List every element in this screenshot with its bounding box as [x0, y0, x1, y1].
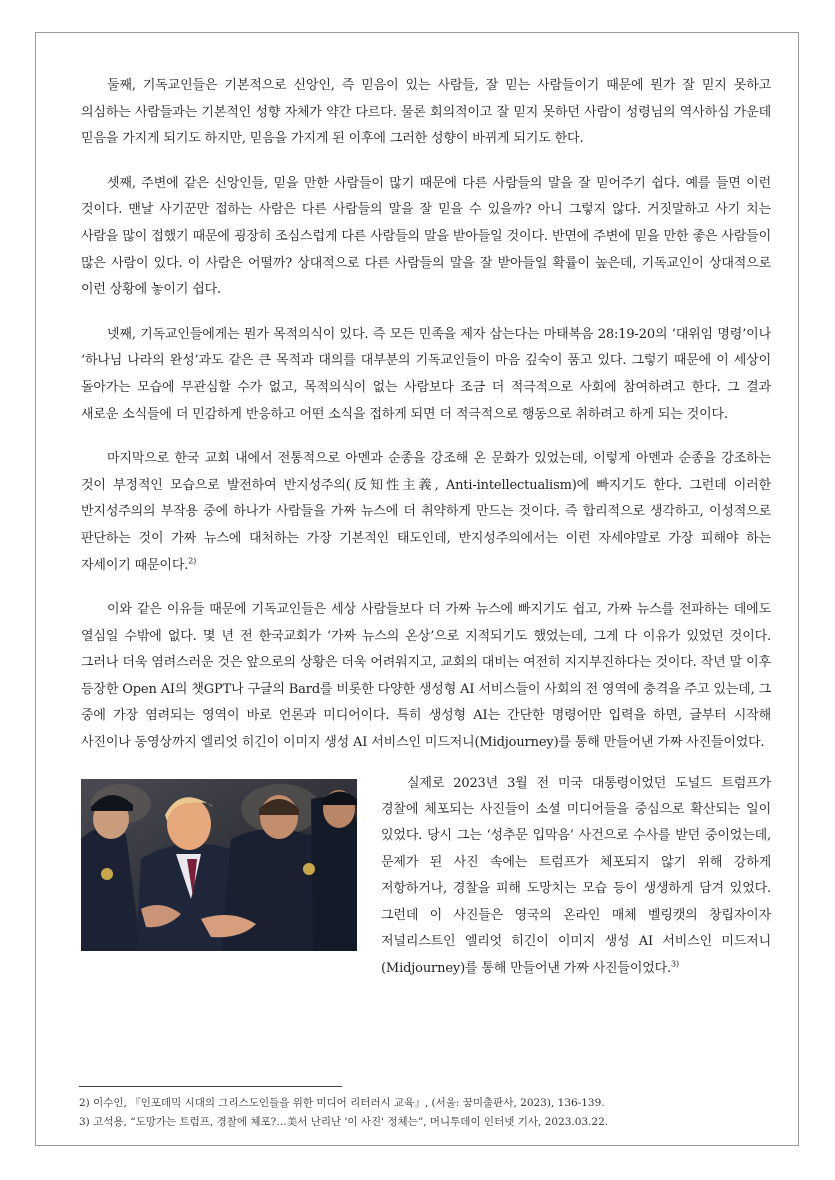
paragraph-last-reason — [81, 446, 771, 579]
article-body — [81, 73, 771, 997]
footnote-ref-3: 3) — [671, 959, 679, 969]
photo-section — [81, 775, 771, 997]
footnote-ref-2: 2) — [188, 556, 197, 566]
footnotes — [79, 1094, 779, 1132]
footnote-3: 3) 고석용, “도망가는 트럼프, 경찰에 체포?…美서 난리난 '이 사진' 정체는”, 머니투데이 인터넷 기사, 2023.03.22. — [79, 1116, 609, 1128]
paragraph-second: 둘째, 기독교인들은 기본적으로 신앙인, 즉 믿음이 있는 사람들, 잘 믿는 사람들이기 때문에 뭔가 잘 믿지 못하고 의심하는 사람들과는 기본적인 성향 자체가 약간 다르다. 물론 회의적이고 잘 믿지 못하던 사람이 성령님의 역사하심 가운데 믿음을 가지게 되기도 하지만, 믿음을 가지게 된 이후에 그러한 성향이 바뀌게 되기도 한다. — [81, 78, 771, 147]
paragraph-last-reason-text: 마지막으로 한국 교회 내에서 전통적으로 아멘과 순종을 강조해 온 문화가 있었는데, 이렇게 아멘과 순종을 강조하는 것이 부정적인 모습으로 발전하여 반지성주의(反知性主義, Anti-intellectualism)에 빠지기도 한다. 그런데 이러한 반지성주의의 부작용 중에 하나가 사람들을 가짜 뉴스에 더 취약하게 만드는 것이다. 즉 합리적으로 생각하고, 이성적으로 판단하는 것이 가짜 뉴스에 대처하는 가장 기본적인 태도인데, 반지성주의에서는 이런 자세야말로 가장 피해야 하는 자세이기 때문이다. — [81, 451, 771, 573]
paragraph-conclusion: 이와 같은 이유들 때문에 기독교인들은 세상 사람들보다 더 가짜 뉴스에 빠지기도 쉽고, 가짜 뉴스를 전파하는 데에도 열심일 수밖에 없다. 몇 년 전 한국교회가 ‘가짜 뉴스의 온상’으로 지적되기도 했었는데, 그게 다 이유가 있었던 것이다. 그러나 더욱 염려스러운 것은 앞으로의 상황은 더욱 어려워지고, 교회의 대비는 여전히 지지부진하다는 것이다. 작년 말 이후 등장한 Open AI의 챗GPT나 구글의 Bard를 비롯한 다양한 생성형 AI 서비스들이 사회의 전 영역에 충격을 주고 있는데, 그 중에 가장 염려되는 영역이 바로 언론과 미디어이다. 특히 생성형 AI는 간단한 명령어만 입력을 하면, 글부터 시작해 사진이나 동영상까지 엘리엇 히긴이 이미지 생성 AI 서비스인 미드저니(Midjourney)를 통해 만들어낸 가짜 사진들이었다. — [81, 602, 771, 751]
paragraph-fourth: 넷째, 기독교인들에게는 뭔가 목적의식이 있다. 즉 모든 민족을 제자 삼는다는 마태복음 28:19-20의 ‘대위임 명령’이나 ‘하나님 나라의 완성’과도 같은 큰 목적과 대의를 대부분의 기독교인들이 마음 깊숙이 품고 있다. 그렇기 때문에 이 세상이 돌아가는 모습에 무관심할 수가 없고, 목적의식이 없는 사람보다 조금 더 적극적으로 사회에 참여하려고 한다. 그 결과 새로운 소식들에 더 민감하게 반응하고 어떤 소식을 접하게 되면 더 적극적으로 행동으로 취하려고 하게 되는 것이다. — [81, 326, 771, 422]
footnote-2: 2) 이수인, 『인포데믹 시대의 그리스도인들을 위한 미디어 리터러시 교육』, (서울: 꿈미출판사, 2023), 136-139. — [79, 1097, 605, 1109]
paragraph-third: 셋째, 주변에 같은 신앙인들, 믿을 만한 사람들이 많기 때문에 다른 사람들의 말을 잘 믿어주기 쉽다. 예를 들면 이런 것이다. 맨날 사기꾼만 접하는 사람은 다른 사람들의 말을 잘 믿을 수 있을까? 아니 그렇지 않다. 거짓말하고 사기 치는 사람을 많이 접했기 때문에 굉장히 조심스럽게 다른 사람들의 말을 받아들일 것이다. 반면에 주변에 믿을 만한 좋은 사람들이 많은 사람이 있다. 이 사람은 어떨까? 상대적으로 다른 사람들의 말을 잘 받아들일 확률이 높은데, 기독교인이 상대적으로 이런 상황에 놓이기 쉽다. — [81, 175, 771, 298]
footnote-divider — [79, 1086, 342, 1087]
ai-generated-arrest-photo — [81, 779, 357, 951]
trump-photo-paragraph — [381, 771, 771, 982]
trump-photo-paragraph-text: 실제로 2023년 3월 전 미국 대통령이었던 도널드 트럼프가 경찰에 체포되는 사진들이 소셜 미디어들을 중심으로 확산되는 일이 있었다. 당시 그는 ‘성추문 입막음’ 사건으로 수사를 받던 중이었는데, 문제가 된 사진 속에는 트럼프가 체포되지 않기 위해 강하게 저항하거나, 경찰을 피해 도망치는 모습 등이 생생하게 담겨 있었다. 그런데 이 사진들은 영국의 온라인 매체 벨링캣의 창립자이자 저널리스트인 엘리엇 히긴이 이미지 생성 AI 서비스인 미드저니(Midjourney)를 통해 만들어낸 가짜 사진들이었다. — [381, 775, 771, 976]
